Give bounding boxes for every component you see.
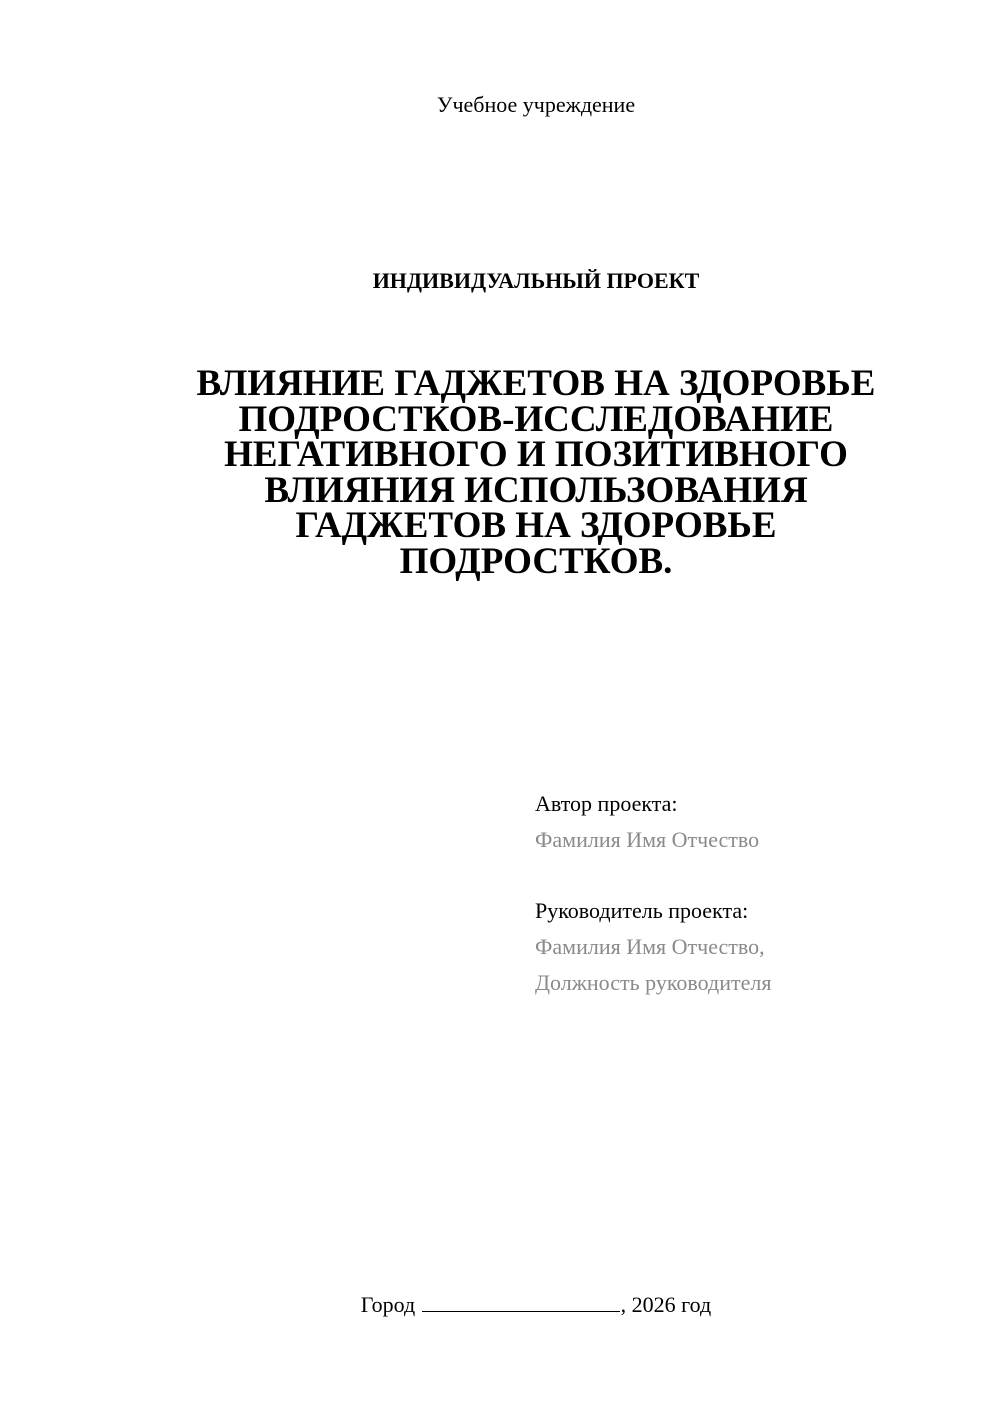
institution-name: Учебное учреждение xyxy=(436,92,636,117)
project-title-line: ВЛИЯНИЕ ГАДЖЕТОВ НА ЗДОРОВЬЕ xyxy=(196,363,876,404)
author-name: Фамилия Имя Отчество xyxy=(535,827,760,852)
project-title-line: НЕГАТИВНОГО И ПОЗИТИВНОГО xyxy=(224,434,848,475)
supervisor-block xyxy=(535,893,975,1001)
city-year-line xyxy=(0,1290,1000,1320)
supervisor-name: Фамилия Имя Отчество, xyxy=(535,934,765,959)
project-type-heading: ИНДИВИДУАЛЬНЫЙ ПРОЕКТ xyxy=(372,268,700,293)
project-title-line: ПОДРОСТКОВ-ИССЛЕДОВАНИЕ xyxy=(238,398,834,440)
project-title-line: ГАДЖЕТОВ НА ЗДОРОВЬЕ xyxy=(295,505,777,546)
project-title-line: ВЛИЯНИЯ ИСПОЛЬЗОВАНИЯ xyxy=(264,469,808,511)
author-label: Автор проекта: xyxy=(535,791,678,816)
city-blank-line xyxy=(422,1293,620,1312)
supervisor-position: Должность руководителя xyxy=(535,970,772,995)
city-label: Город xyxy=(360,1292,416,1317)
project-title xyxy=(150,363,922,582)
project-title-line: ПОДРОСТКОВ. xyxy=(399,540,673,582)
author-block xyxy=(535,786,975,858)
year-text: , 2026 год xyxy=(620,1292,712,1317)
supervisor-label: Руководитель проекта: xyxy=(535,898,749,923)
